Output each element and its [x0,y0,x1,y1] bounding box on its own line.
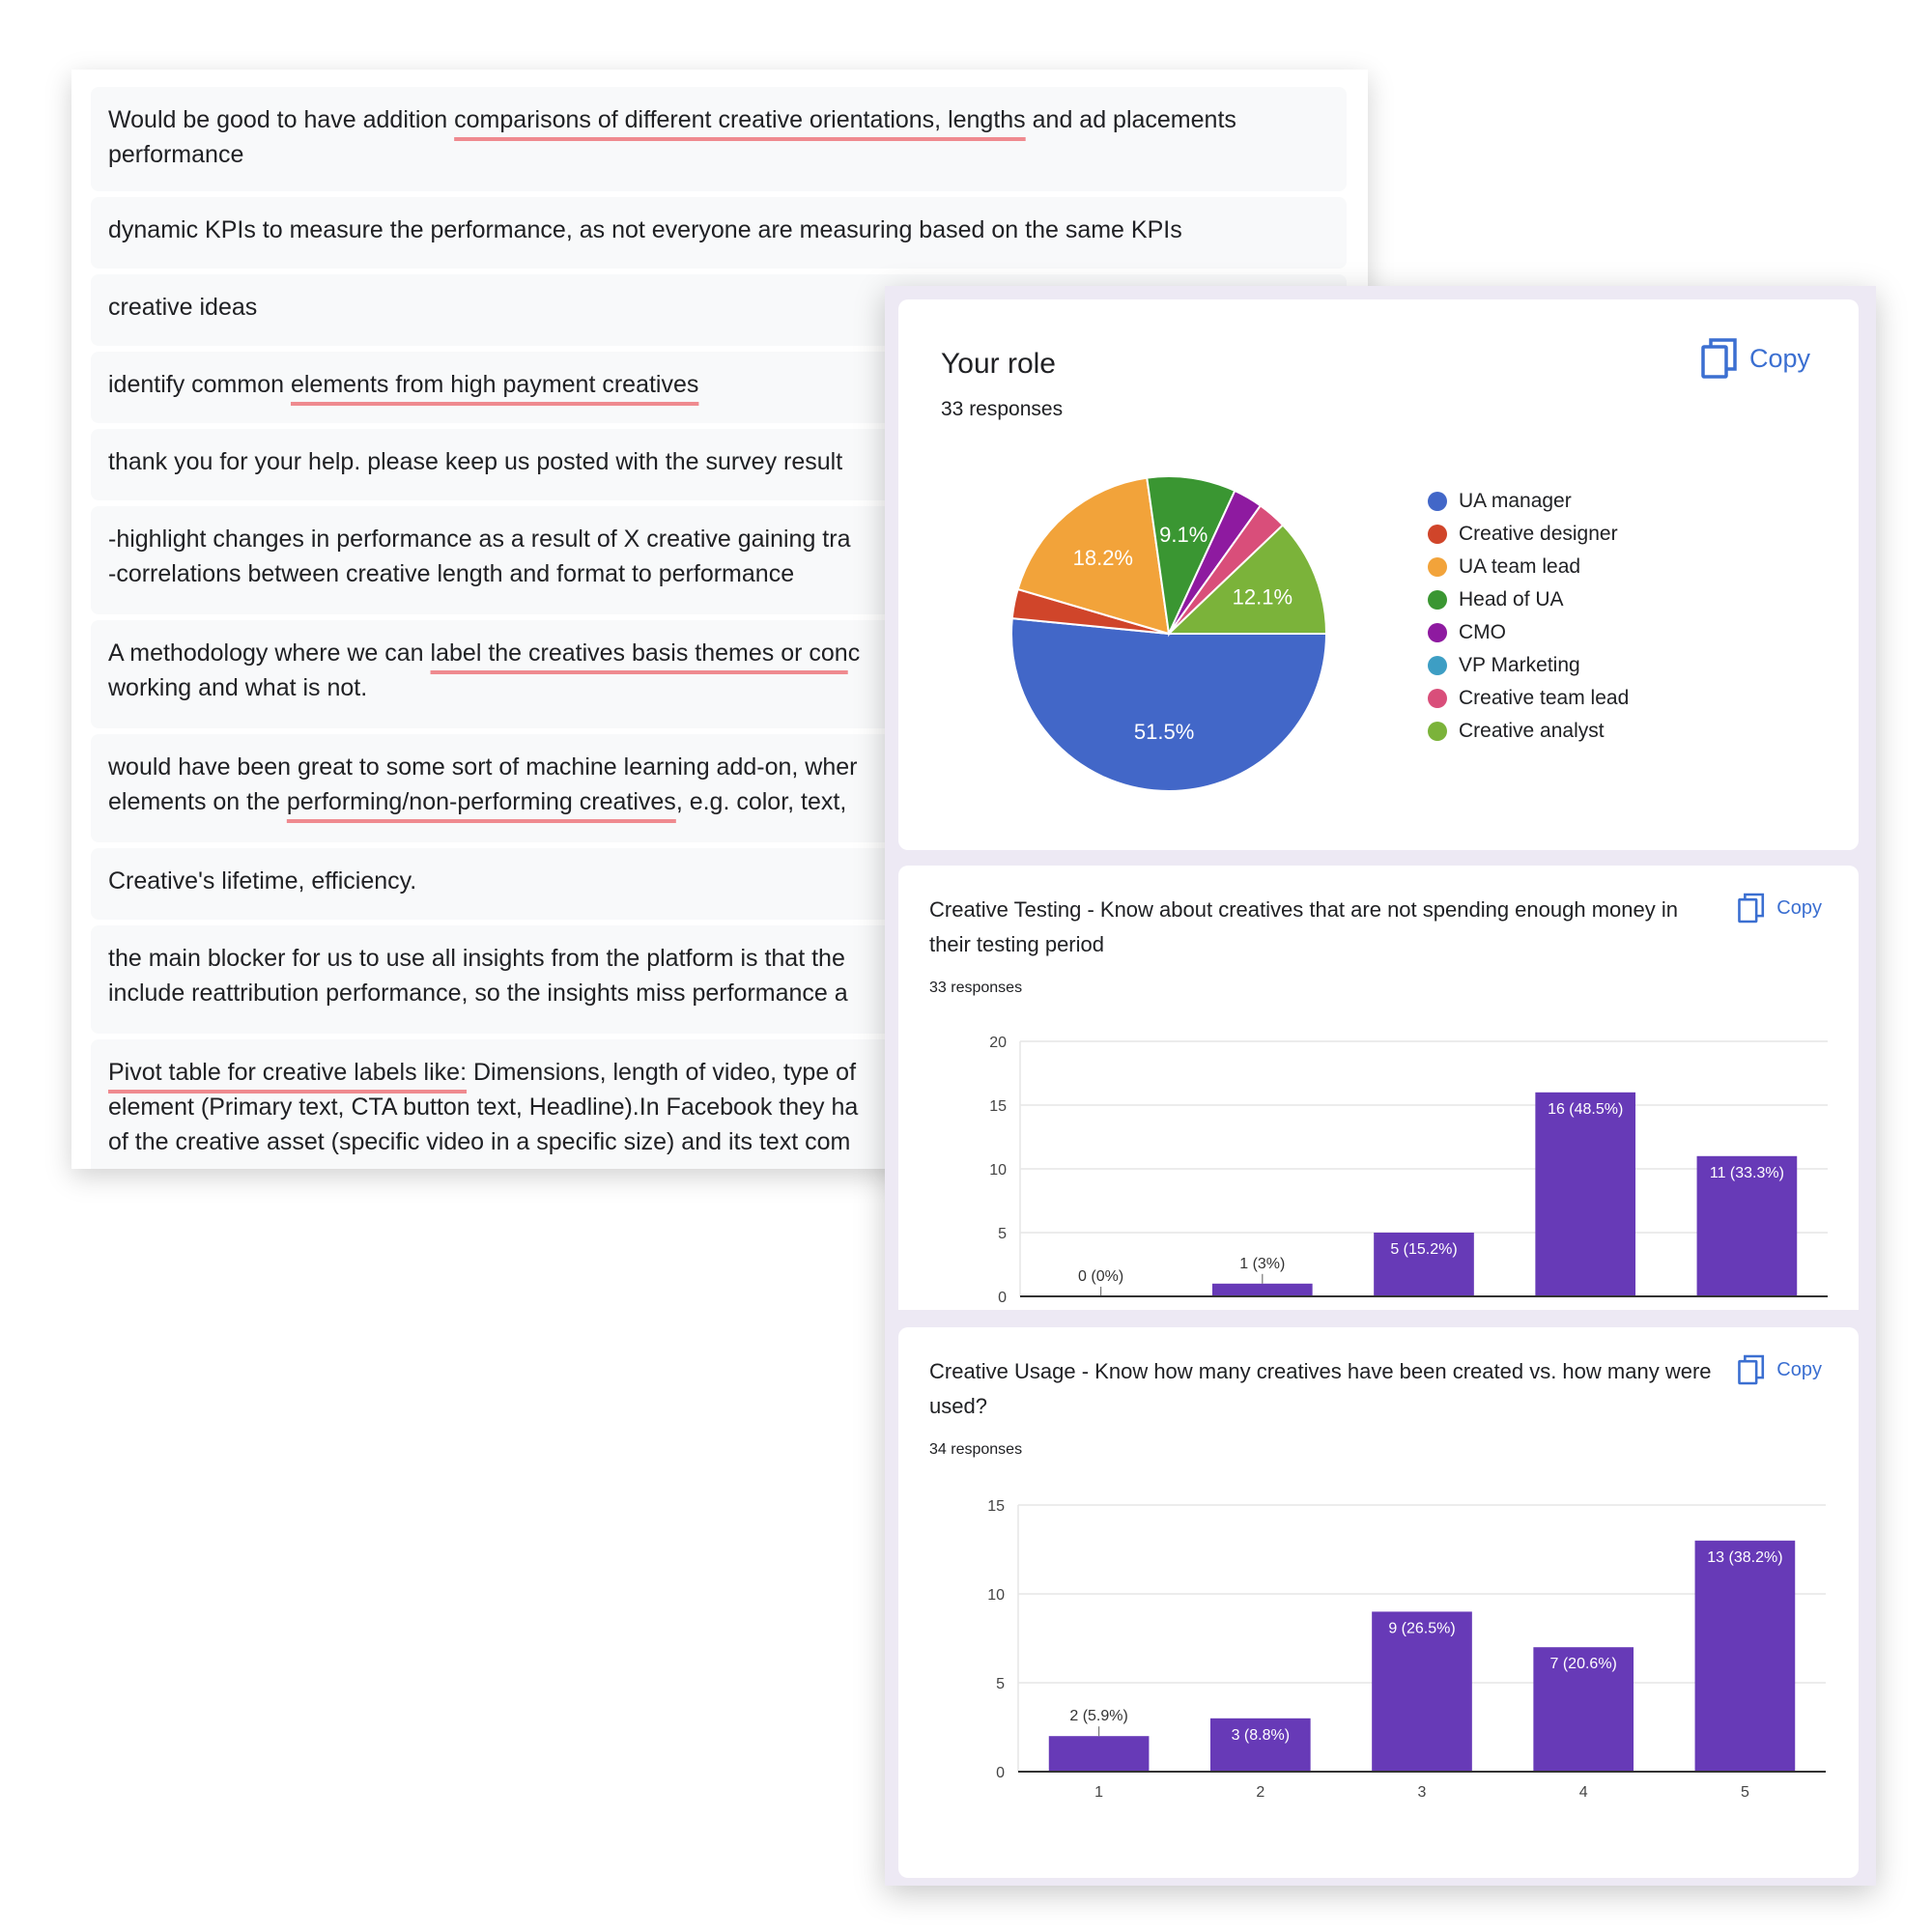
legend-item [1428,583,1629,616]
y-tick-label: 15 [987,1498,1005,1515]
question-title: Creative Testing - Know about creatives that are not spending enough money in their testing period [929,897,1678,956]
response-fragment: the main blocker for us to use all insights from the platform is that the include reattribution performance, so the insights miss performance a [108,945,848,1007]
legend-swatch [1428,492,1447,511]
highlighted-phrase: elements from high payment creatives [290,371,699,398]
highlighted-phrase: performing/non-performing creatives [286,788,676,815]
x-tick-label: 1 [1094,1784,1104,1801]
y-tick-label: 0 [998,1290,1007,1306]
legend-item [1428,485,1629,518]
slice-label: 18.2% [1072,546,1134,571]
x-tick-label: 4 [1578,1784,1588,1801]
bar [1212,1284,1313,1296]
y-tick-label: 10 [989,1162,1007,1179]
y-tick-label: 5 [996,1676,1005,1692]
y-tick-label: 20 [989,1035,1007,1051]
highlighted-phrase: label the creatives basis themes or con [430,639,848,667]
creative-usage-question-card [898,1327,1859,1878]
response-item [91,87,1347,191]
bar-data-label: 1 (3%) [1239,1255,1286,1272]
legend-swatch [1428,722,1447,741]
bar-data-label: 16 (48.5%) [1548,1100,1624,1118]
response-count: 33 responses [941,398,1064,420]
pie-legend [1428,485,1629,748]
response-fragment: Creative's lifetime, efficiency. [108,867,417,895]
bar [1049,1736,1150,1772]
response-fragment: and ad placements performance [108,106,1243,168]
response-count: 33 responses [929,980,1023,996]
x-tick-label: 3 [1417,1784,1427,1801]
legend-swatch [1428,590,1447,610]
legend-item [1428,682,1629,715]
legend-label: VP Marketing [1459,654,1580,676]
legend-label: Head of UA [1459,588,1564,611]
response-fragment: dynamic KPIs to measure the performance, as not everyone are measuring based on the same KPIs [108,216,1182,243]
legend-item [1428,551,1629,583]
bar-data-label: 13 (38.2%) [1707,1548,1783,1566]
bar-data-label: 3 (8.8%) [1231,1726,1291,1744]
response-fragment: c working and what is not. [108,639,861,701]
highlighted-phrase: Pivot table for creative labels like: [108,1059,468,1086]
legend-swatch [1428,623,1447,642]
response-fragment: Dimensions, length of video, type of element (Primary text, CTA button text, Headline).In Facebook they ha of the creative asset (specific video in a specific size) and its text com [108,1059,859,1155]
y-tick-label: 10 [987,1587,1005,1604]
slice-label: 12.1% [1232,584,1293,610]
response-fragment: , e.g. color, text, [675,788,847,815]
bar-data-label: 0 (0%) [1078,1268,1124,1285]
legend-label: Creative analyst [1459,720,1605,742]
creative-testing-bar-chart [898,866,1859,1310]
legend-label: UA team lead [1459,555,1581,578]
legend-swatch [1428,557,1447,577]
y-tick-label: 5 [998,1226,1007,1242]
response-count: 34 responses [929,1441,1023,1458]
role-question-card [898,299,1859,850]
role-pie-chart [1005,469,1333,798]
x-tick-label: 5 [1740,1784,1749,1801]
copy-label: Copy [1748,343,1810,373]
response-fragment: Would be good to have addition [108,106,455,133]
legend-item [1428,518,1629,551]
question-title: Creative Usage - Know how many creatives have been created vs. how many were used? [929,1359,1712,1418]
question-title: Your role [941,348,1056,380]
y-tick-label: 0 [996,1765,1005,1781]
copy-label: Copy [1776,1358,1822,1380]
legend-label: CMO [1459,621,1506,643]
legend-label: UA manager [1459,490,1572,512]
bar [1535,1093,1635,1296]
summary-panel [885,286,1876,1886]
legend-swatch [1428,525,1447,544]
pie-slice [1011,618,1326,791]
highlighted-phrase: comparisons of different creative orientations, lengths [454,106,1026,133]
legend-item [1428,715,1629,748]
bar-data-label: 2 (5.9%) [1069,1708,1128,1725]
legend-item [1428,616,1629,649]
response-text [108,102,1329,172]
copy-label: Copy [1776,896,1822,919]
legend-swatch [1428,689,1447,708]
copy-button[interactable] [1701,338,1810,379]
bar-data-label: 9 (26.5%) [1388,1620,1456,1637]
copy-icon [1701,338,1738,379]
response-fragment: would have been great to some sort of machine learning add-on, wher elements on the [108,753,858,815]
response-text [108,213,1329,247]
response-fragment: creative ideas [108,294,258,321]
legend-swatch [1428,656,1447,675]
x-tick-label: 2 [1256,1784,1265,1801]
bar-data-label: 11 (33.3%) [1709,1164,1784,1181]
legend-item [1428,649,1629,682]
response-item [91,197,1347,269]
creative-usage-bar-chart [898,1327,1859,1878]
bar-data-label: 7 (20.6%) [1549,1656,1617,1673]
bar [1695,1541,1796,1772]
creative-testing-question-card [898,866,1859,1310]
legend-label: Creative team lead [1459,687,1630,709]
response-fragment: thank you for your help. please keep us posted with the survey result [108,448,843,475]
response-fragment: A methodology where we can [108,639,431,667]
slice-label: 9.1% [1159,522,1208,547]
slice-label: 51.5% [1133,719,1195,744]
response-fragment: identify common [108,371,291,398]
bar-data-label: 5 (15.2%) [1390,1241,1458,1258]
y-tick-label: 15 [989,1098,1007,1115]
response-fragment: -highlight changes in performance as a result of X creative gaining tra -correlations between creative length and format to performance [108,526,851,587]
legend-label: Creative designer [1459,523,1618,545]
